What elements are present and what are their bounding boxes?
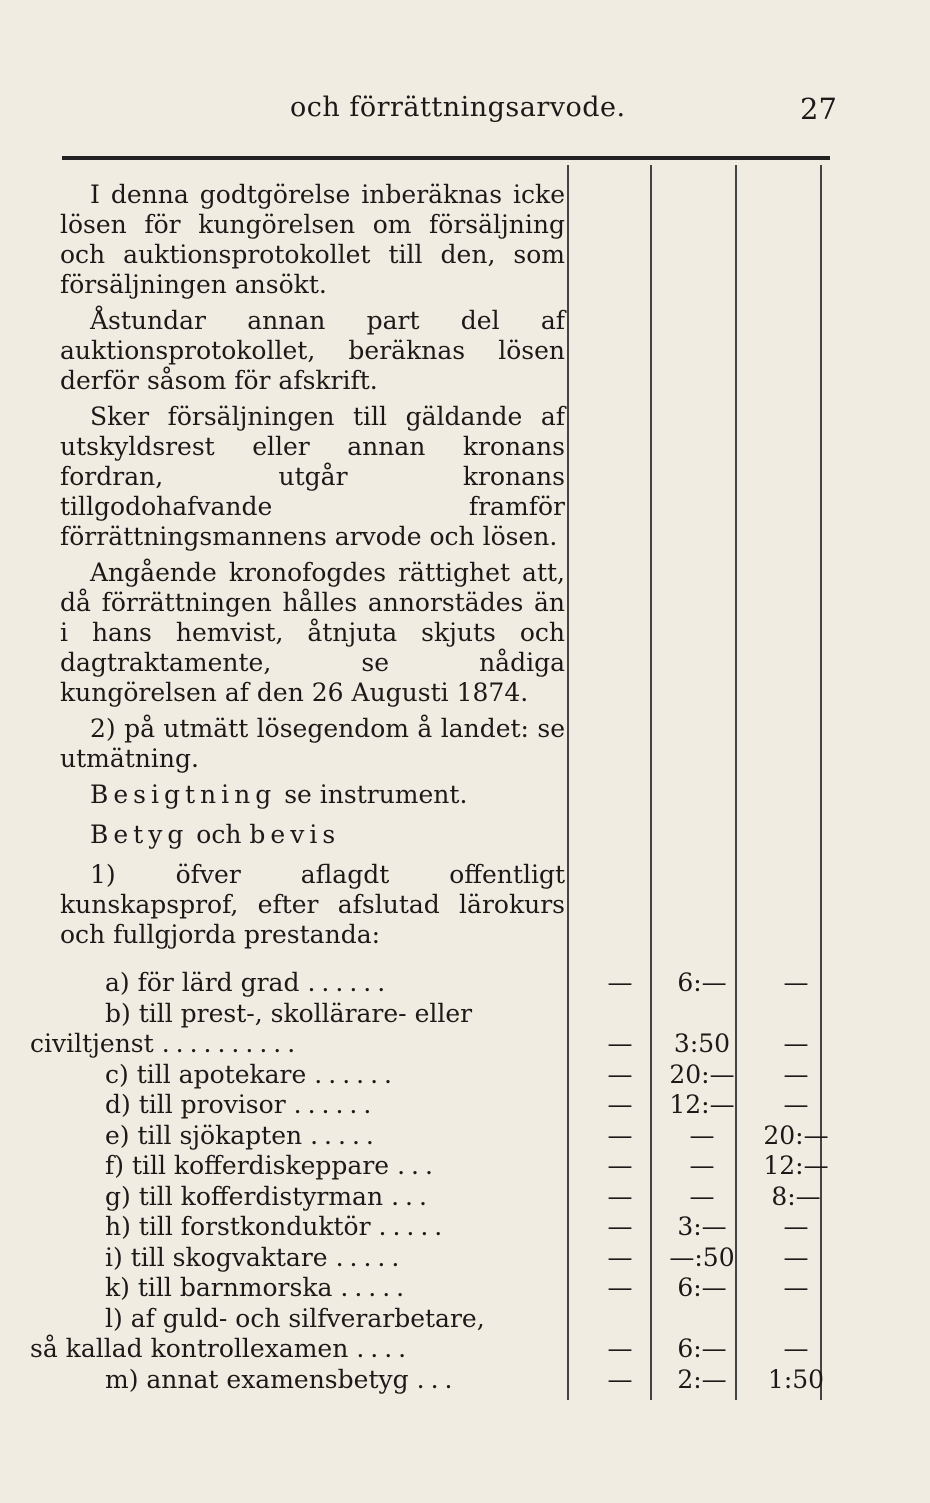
leader-dots: ..... xyxy=(310,1120,380,1150)
fee-c2: 20:— xyxy=(669,1059,735,1089)
header-rule xyxy=(62,156,830,160)
fee-c2: — xyxy=(689,1181,715,1211)
leader-dots: ... xyxy=(397,1151,439,1180)
fee-label-text: l) af guld- och silfverarbetare, xyxy=(105,1303,485,1333)
leader-dots: ..... xyxy=(340,1273,411,1302)
running-title: och förrättningsarvode. xyxy=(290,92,626,123)
fee-label xyxy=(30,1090,625,1119)
fee-row xyxy=(30,1212,830,1242)
fee-label xyxy=(30,1334,550,1363)
fee-c1: — xyxy=(607,1120,633,1150)
fee-row xyxy=(30,1243,830,1273)
fee-c3: 12:— xyxy=(763,1151,829,1180)
fee-row xyxy=(30,1182,830,1212)
fee-c2: — xyxy=(689,1120,715,1150)
fee-c3: 20:— xyxy=(763,1120,829,1150)
fee-c1: — xyxy=(607,1334,633,1363)
fee-label xyxy=(30,1121,625,1150)
fee-c2: 2:— xyxy=(677,1364,727,1394)
leader-dots: .......... xyxy=(161,1029,302,1058)
leader-dots: ... xyxy=(391,1181,433,1211)
leader-dots: .... xyxy=(356,1334,413,1363)
fee-label xyxy=(30,1304,625,1333)
fee-label-text: c) till apotekare xyxy=(105,1059,307,1089)
leader-dots: ...... xyxy=(293,1090,378,1119)
betyg-line xyxy=(60,820,565,850)
page-header xyxy=(0,92,930,132)
fee-c1: — xyxy=(607,968,633,997)
fee-c1: — xyxy=(607,1181,633,1211)
fee-c3: — xyxy=(783,1059,809,1089)
fee-c2: 12:— xyxy=(669,1090,735,1119)
fee-c3: 1:50 xyxy=(767,1364,825,1394)
fee-label-text: d) till provisor xyxy=(105,1090,286,1119)
fee-row xyxy=(30,968,830,998)
fee-row xyxy=(30,1273,830,1303)
fee-label-text: e) till sjökapten xyxy=(105,1120,303,1150)
leader-dots: ..... xyxy=(335,1242,406,1272)
fee-label-text: b) till prest-, skollärare- eller xyxy=(105,998,473,1028)
fee-label-text: civiltjenst xyxy=(30,1029,154,1058)
fee-c1: — xyxy=(607,1090,633,1119)
fee-label xyxy=(30,1365,625,1394)
fee-label xyxy=(30,1029,550,1058)
fee-c3: — xyxy=(783,1029,809,1058)
fee-label-text: f) till kofferdiskeppare xyxy=(105,1151,390,1180)
fee-c1: — xyxy=(607,1242,633,1272)
leader-dots: ...... xyxy=(307,968,392,997)
paragraph: Angående kronofogdes rättighet att, då förrättningen hålles annorstädes än i hans hemvist, åtnjuta skjuts och dagtraktamente, se nådiga kungörelsen af den 26 Augusti 1874. xyxy=(60,558,565,707)
betyg-term: Betyg xyxy=(90,820,189,849)
fee-label xyxy=(30,999,625,1028)
main-text xyxy=(60,180,565,956)
leader-dots: ... xyxy=(416,1364,459,1394)
fee-c1: — xyxy=(607,1059,633,1089)
fee-label-text: g) till kofferdistyrman xyxy=(105,1181,384,1211)
fee-label-text: i) till skogvaktare xyxy=(105,1242,328,1272)
fee-label xyxy=(30,1212,625,1241)
fee-c3: 8:— xyxy=(771,1181,821,1211)
fee-c2: — xyxy=(689,1151,715,1180)
fee-c1: — xyxy=(607,1029,633,1058)
fee-label xyxy=(30,1060,625,1089)
fee-label xyxy=(30,1243,625,1272)
fee-c3: — xyxy=(783,1334,809,1363)
fee-c1: — xyxy=(607,1364,633,1394)
fee-row xyxy=(30,1060,830,1090)
betyg-mid: och xyxy=(188,820,250,849)
fee-label xyxy=(30,1273,625,1302)
fee-label xyxy=(30,968,625,997)
fee-c2: —:50 xyxy=(669,1242,735,1272)
paragraph: Åstundar annan part del af auktionsprotokollet, beräknas lösen derför såsom för afskrift. xyxy=(60,306,565,395)
fee-c2: 6:— xyxy=(677,968,727,997)
besigtning-term: Besigtning xyxy=(90,780,277,809)
besigtning-line xyxy=(60,780,565,810)
paragraph: Sker försäljningen till gäldande af utskyldsrest eller annan kronans fordran, utgår kronans tillgodohafvande framför förrättningsmannens arvode och lösen. xyxy=(60,402,565,551)
page-number: 27 xyxy=(800,92,837,126)
fee-row xyxy=(30,1334,830,1364)
fee-row xyxy=(30,1304,830,1334)
fee-c2: 3:— xyxy=(677,1212,727,1241)
fee-label-text: m) annat examensbetyg xyxy=(105,1364,409,1394)
leader-dots: ...... xyxy=(314,1059,398,1089)
besigtning-rest: se instrument. xyxy=(276,780,468,809)
leader-dots: ..... xyxy=(378,1212,449,1241)
fee-c3: — xyxy=(783,1212,809,1241)
paragraph: I denna godtgörelse inberäknas icke lösen för kungörelsen om försäljning och auktionsprotokollet till den, som försäljningen ansökt. xyxy=(60,180,565,299)
fee-c2: 6:— xyxy=(677,1273,727,1302)
fee-label-text: a) för lärd grad xyxy=(105,968,300,997)
fee-label-text: så kallad kontrollexamen xyxy=(30,1334,349,1363)
fee-c3: — xyxy=(783,1273,809,1302)
fee-row xyxy=(30,1365,830,1395)
fee-c3: — xyxy=(783,1090,809,1119)
intro-paragraph: 1) öfver aflagdt offentligt kunskapsprof, efter afslutad lärokurs och fullgjorda prestanda: xyxy=(60,860,565,949)
fee-c3: — xyxy=(783,968,809,997)
fee-c3: — xyxy=(783,1242,809,1272)
fee-label xyxy=(30,1151,625,1180)
fee-row xyxy=(30,1029,830,1059)
fee-row xyxy=(30,1121,830,1151)
fee-c2: 3:50 xyxy=(673,1029,731,1058)
fee-label-text: h) till forstkonduktör xyxy=(105,1212,371,1241)
bevis-term: bevis xyxy=(249,820,341,849)
fee-row xyxy=(30,999,830,1029)
fee-c1: — xyxy=(607,1151,633,1180)
fee-row xyxy=(30,1151,830,1181)
fee-row xyxy=(30,1090,830,1120)
paragraph: 2) på utmätt lösegendom å landet: se utmätning. xyxy=(60,714,565,773)
fee-label xyxy=(30,1182,625,1211)
fee-label-text: k) till barnmorska xyxy=(105,1273,333,1302)
fee-c2: 6:— xyxy=(677,1334,727,1363)
fee-c1: — xyxy=(607,1212,633,1241)
fee-c1: — xyxy=(607,1273,633,1302)
